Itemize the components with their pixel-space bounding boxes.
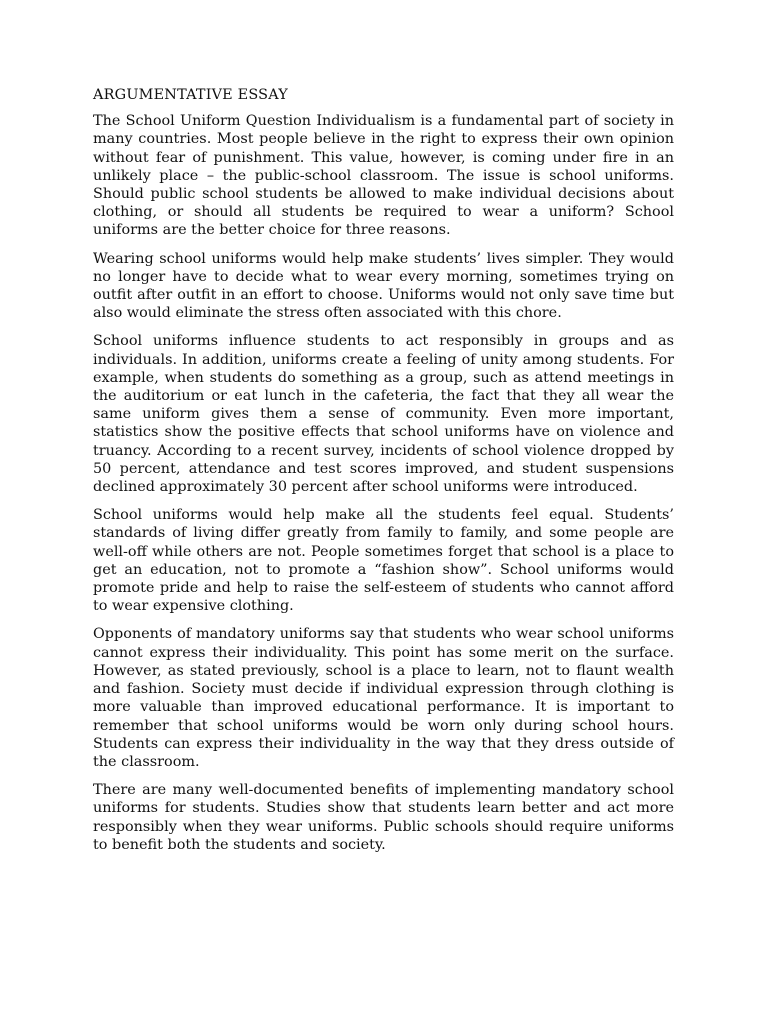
paragraph-simpler-lives: Wearing school uniforms would help make students’ lives simpler. They would no longer have to decide what to wear every morning, sometimes trying on outfit after outfit in an effort to choose. Uniforms would not only save time but also would eliminate the stress often associated with this chore. <box>93 250 674 322</box>
paragraph-conclusion: There are many well-documented benefits of implementing mandatory school uniforms for students. Studies show that students learn better and act more responsibly when they wear uniforms. Public schools should require uniforms to benefit both the students and society. <box>93 782 674 853</box>
paragraph-introduction: The School Uniform Question Individualism is a fundamental part of society in many countries. Most people believe in the right to express their own opinion without fear of punishment. This value, however, is coming under fire in an unlikely place – the public-school classroom. The issue is school uniforms. Should public school students be allowed to make individual decisions about clothing, or should all students be required to wear a uniform? School uniforms are the better choice for three reasons. <box>93 113 674 239</box>
paragraph-counterargument: Opponents of mandatory uniforms say that students who wear school uniforms cannot express their individuality. This point has some merit on the surface. However, as stated previously, school is a place to learn, not to flaunt wealth and fashion. Society must decide if individual expression through clothing is more valuable than improved educational performance. It is important to remember that school uniforms would be worn only during school hours. Students can express their individuality in the way that they dress outside of the classroom. <box>93 626 674 770</box>
paragraph-equality: School uniforms would help make all the students feel equal. Students’ standards of living differ greatly from family to family, and some people are well-off while others are not. People sometimes forget that school is a place to get an education, not to promote a “fashion show”. School uniforms would promote pride and help to raise the self-esteem of students who cannot afford to wear expensive clothing. <box>93 507 674 615</box>
essay-title: ARGUMENTATIVE ESSAY <box>93 87 288 103</box>
essay-page <box>93 86 674 864</box>
paragraph-responsibility: School uniforms influence students to act responsibly in groups and as individuals. In addition, uniforms create a feeling of unity among students. For example, when students do something as a group, such as attend meetings in the auditorium or eat lunch in the cafeteria, the fact that they all wear the same uniform gives them a sense of community. Even more important, statistics show the positive effects that school uniforms have on violence and truancy. According to a recent survey, incidents of school violence dropped by 50 percent, attendance and test scores improved, and student suspensions declined approximately 30 percent after school uniforms were introduced. <box>93 333 674 496</box>
